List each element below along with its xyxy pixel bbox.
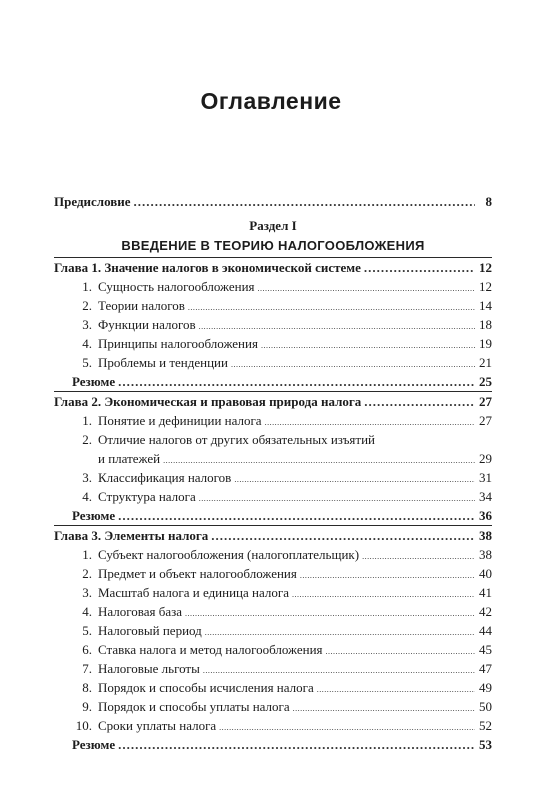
toc-entry-label: Сроки уплаты налога bbox=[98, 718, 217, 733]
toc-page-number: 38 bbox=[479, 547, 492, 562]
toc-entry-label: Отличие налогов от других обязательных изъятий bbox=[98, 432, 375, 447]
toc-item[interactable] bbox=[54, 678, 492, 697]
toc-page-number: 21 bbox=[479, 355, 492, 370]
toc-entry-label: Понятие и дефиниции налога bbox=[98, 413, 262, 428]
item-number: 3. bbox=[82, 317, 92, 332]
item-number: 2. bbox=[82, 566, 92, 581]
leader-dots bbox=[211, 526, 475, 545]
leader-dots bbox=[292, 585, 475, 604]
toc-page-number: 40 bbox=[479, 566, 492, 581]
toc-item[interactable] bbox=[54, 564, 492, 583]
leader-dots bbox=[317, 680, 475, 699]
toc-page-number: 36 bbox=[479, 508, 492, 523]
toc-summary[interactable] bbox=[54, 735, 492, 754]
toc-entry-label: Резюме bbox=[72, 737, 116, 752]
toc-entry-preface[interactable] bbox=[54, 192, 492, 211]
section-heading bbox=[54, 217, 492, 257]
toc-entry-label: Сущность налогообложения bbox=[98, 279, 255, 294]
leader-dots bbox=[326, 642, 475, 661]
item-number: 6. bbox=[82, 642, 92, 657]
item-number: 10. bbox=[75, 718, 92, 733]
toc-page-number: 19 bbox=[479, 336, 492, 351]
item-number: 4. bbox=[82, 336, 92, 351]
toc-page-number: 27 bbox=[479, 394, 492, 409]
toc-entry-label: Масштаб налога и единица налога bbox=[98, 585, 289, 600]
toc-item[interactable] bbox=[54, 296, 492, 315]
toc-summary[interactable] bbox=[54, 506, 492, 525]
toc-item[interactable] bbox=[54, 640, 492, 659]
toc-entry-label: Глава 2. Экономическая и правовая природа налога bbox=[54, 394, 362, 409]
toc-page-number: 27 bbox=[479, 413, 492, 428]
toc-entry-label: Порядок и способы исчисления налога bbox=[98, 680, 314, 695]
item-number: 2. bbox=[82, 298, 92, 313]
toc-summary[interactable] bbox=[54, 372, 492, 391]
toc-page-number: 18 bbox=[479, 317, 492, 332]
toc-entry-label: Проблемы и тенденции bbox=[98, 355, 228, 370]
toc-page-number: 49 bbox=[479, 680, 492, 695]
leader-dots bbox=[364, 258, 475, 277]
toc-entry-label: Ставка налога и метод налогообложения bbox=[98, 642, 323, 657]
leader-dots bbox=[261, 336, 475, 355]
toc-entry-label: Резюме bbox=[72, 508, 116, 523]
toc-entry-label: Классификация налогов bbox=[98, 470, 232, 485]
item-number: 4. bbox=[82, 489, 92, 504]
toc-item[interactable] bbox=[54, 545, 492, 564]
leader-dots bbox=[364, 392, 475, 411]
leader-dots bbox=[258, 279, 475, 298]
item-number: 5. bbox=[82, 623, 92, 638]
item-number: 9. bbox=[82, 699, 92, 714]
page-title: Оглавление bbox=[200, 88, 342, 114]
toc-page-number: 47 bbox=[479, 661, 492, 676]
toc-item[interactable] bbox=[54, 468, 492, 487]
leader-dots bbox=[188, 298, 475, 317]
toc-item[interactable] bbox=[54, 353, 492, 372]
leader-dots bbox=[293, 699, 475, 718]
leader-dots bbox=[300, 566, 475, 585]
toc-entry-label: Принципы налогообложения bbox=[98, 336, 258, 351]
toc-chapter-1[interactable] bbox=[54, 257, 492, 277]
item-number: 1. bbox=[82, 413, 92, 428]
item-number: 4. bbox=[82, 604, 92, 619]
section-label: Раздел I bbox=[249, 218, 297, 233]
item-number: 1. bbox=[82, 547, 92, 562]
toc-entry-label: Глава 1. Значение налогов в экономической системе bbox=[54, 260, 361, 275]
leader-dots bbox=[118, 735, 475, 754]
toc-entry-label: и платежей bbox=[98, 451, 161, 466]
toc-entry-label: Налоговый период bbox=[98, 623, 202, 638]
toc-page-number: 38 bbox=[479, 528, 492, 543]
toc-page-number: 44 bbox=[479, 623, 492, 638]
toc-page-number: 41 bbox=[479, 585, 492, 600]
item-number: 5. bbox=[82, 355, 92, 370]
item-number: 3. bbox=[82, 470, 92, 485]
toc-item[interactable] bbox=[54, 602, 492, 621]
toc-page-number: 45 bbox=[479, 642, 492, 657]
item-number: 1. bbox=[82, 279, 92, 294]
leader-dots bbox=[362, 547, 475, 566]
toc-item[interactable] bbox=[54, 621, 492, 640]
toc-page-number: 34 bbox=[479, 489, 492, 504]
toc-entry-label: Теории налогов bbox=[98, 298, 185, 313]
toc-page-number: 52 bbox=[479, 718, 492, 733]
item-number: 7. bbox=[82, 661, 92, 676]
toc-entry-label: Функции налогов bbox=[98, 317, 196, 332]
leader-dots bbox=[118, 372, 475, 391]
leader-dots bbox=[118, 506, 475, 525]
toc-item[interactable] bbox=[54, 315, 492, 334]
toc-entry-label: Порядок и способы уплаты налога bbox=[98, 699, 290, 714]
toc-item[interactable] bbox=[54, 487, 492, 506]
toc-page-number: 25 bbox=[479, 374, 492, 389]
toc-page-number: 31 bbox=[479, 470, 492, 485]
leader-dots bbox=[185, 604, 475, 623]
toc-chapter-3[interactable] bbox=[54, 525, 492, 545]
toc-item-continuation[interactable] bbox=[54, 449, 492, 468]
toc-item[interactable] bbox=[54, 411, 492, 430]
toc-item[interactable] bbox=[54, 277, 492, 296]
item-number: 2. bbox=[82, 432, 92, 447]
toc-chapter-2[interactable] bbox=[54, 391, 492, 411]
toc-page-number: 29 bbox=[479, 451, 492, 466]
toc-page-number: 8 bbox=[485, 194, 492, 209]
toc-item[interactable] bbox=[54, 430, 492, 449]
toc-item[interactable] bbox=[54, 583, 492, 602]
leader-dots bbox=[134, 192, 475, 211]
section-title: ВВЕДЕНИЕ В ТЕОРИЮ НАЛОГООБЛОЖЕНИЯ bbox=[121, 238, 425, 253]
toc-item[interactable] bbox=[54, 697, 492, 716]
toc-entry-label: Резюме bbox=[72, 374, 116, 389]
item-number: 8. bbox=[82, 680, 92, 695]
item-number: 3. bbox=[82, 585, 92, 600]
toc-entry-label: Глава 3. Элементы налога bbox=[54, 528, 209, 543]
toc-page-number: 53 bbox=[479, 737, 492, 752]
toc-entry-label: Налоговая база bbox=[98, 604, 183, 619]
toc-page-number: 12 bbox=[479, 260, 492, 275]
table-of-contents bbox=[54, 192, 492, 754]
toc-item[interactable] bbox=[54, 716, 492, 735]
toc-page-number: 14 bbox=[479, 298, 492, 313]
leader-dots bbox=[234, 470, 475, 489]
toc-item[interactable] bbox=[54, 334, 492, 353]
toc-item[interactable] bbox=[54, 659, 492, 678]
toc-entry-label: Предисловие bbox=[54, 194, 131, 209]
toc-entry-label: Структура налога bbox=[98, 489, 196, 504]
toc-page-number: 42 bbox=[479, 604, 492, 619]
toc-entry-label: Налоговые льготы bbox=[98, 661, 200, 676]
toc-entry-label: Субъект налогообложения (налогоплательщик) bbox=[98, 547, 360, 562]
toc-entry-label: Предмет и объект налогообложения bbox=[98, 566, 297, 581]
toc-page-number: 50 bbox=[479, 699, 492, 714]
toc-page-number: 12 bbox=[479, 279, 492, 294]
